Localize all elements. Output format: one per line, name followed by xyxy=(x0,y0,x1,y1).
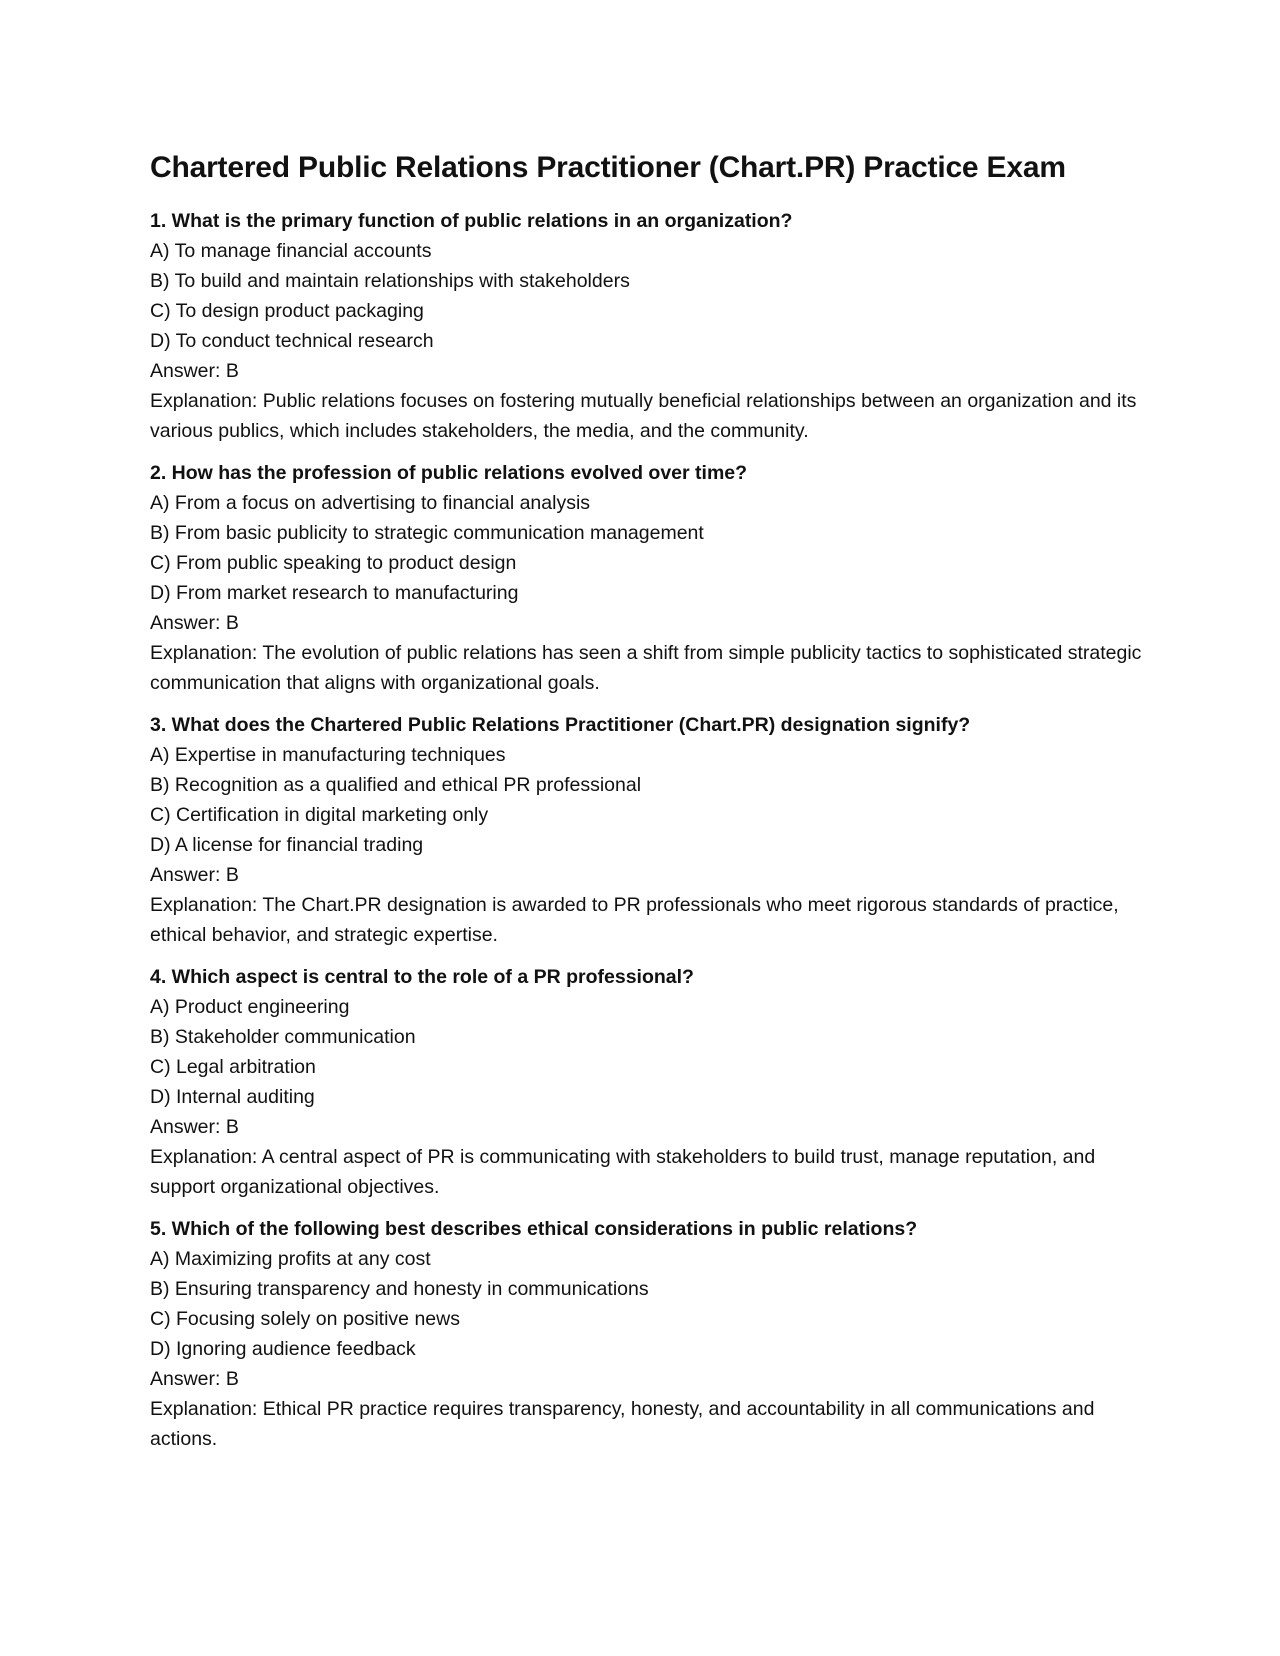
answer: Answer: B xyxy=(150,1368,239,1390)
page-title: Chartered Public Relations Practitioner (Chart.PR) Practice Exam xyxy=(150,151,1066,184)
option-b: B) Ensuring transparency and honesty in communications xyxy=(150,1278,649,1300)
option-b: B) From basic publicity to strategic communication management xyxy=(150,522,704,544)
explanation: Explanation: Public relations focuses on fostering mutually beneficial relationships between an organization and its various publics, which includes stakeholders, the media, and the community. xyxy=(150,390,1137,442)
answer: Answer: B xyxy=(150,1116,239,1138)
explanation: Explanation: The evolution of public relations has seen a shift from simple publicity tactics to sophisticated strategic communication that aligns with organizational goals. xyxy=(150,642,1142,694)
explanation: Explanation: The Chart.PR designation is awarded to PR professionals who meet rigorous standards of practice, ethical behavior, and strategic expertise. xyxy=(150,894,1119,946)
explanation: Explanation: Ethical PR practice requires transparency, honesty, and accountability in all communications and actions. xyxy=(150,1398,1095,1450)
option-c: C) Legal arbitration xyxy=(150,1056,316,1078)
option-a: A) Expertise in manufacturing techniques xyxy=(150,744,506,766)
option-d: D) Internal auditing xyxy=(150,1086,315,1108)
option-b: B) To build and maintain relationships with stakeholders xyxy=(150,270,630,292)
question-3 xyxy=(150,710,1150,950)
option-b: B) Recognition as a qualified and ethical PR professional xyxy=(150,774,642,796)
option-a: A) From a focus on advertising to financial analysis xyxy=(150,492,591,514)
question-4 xyxy=(150,962,1150,1202)
option-d: D) Ignoring audience feedback xyxy=(150,1338,416,1360)
question-text: 5. Which of the following best describes ethical considerations in public relations? xyxy=(150,1218,918,1240)
document-page xyxy=(150,148,1150,1466)
answer: Answer: B xyxy=(150,864,239,886)
question-text: 1. What is the primary function of public relations in an organization? xyxy=(150,210,793,232)
option-c: C) From public speaking to product design xyxy=(150,552,517,574)
explanation: Explanation: A central aspect of PR is communicating with stakeholders to build trust, manage reputation, and support organizational objectives. xyxy=(150,1146,1096,1198)
option-d: D) To conduct technical research xyxy=(150,330,434,352)
option-c: C) Certification in digital marketing only xyxy=(150,804,489,826)
option-d: D) A license for financial trading xyxy=(150,834,424,856)
question-text: 4. Which aspect is central to the role of a PR professional? xyxy=(150,966,694,988)
question-5 xyxy=(150,1214,1150,1454)
option-b: B) Stakeholder communication xyxy=(150,1026,416,1048)
option-a: A) Maximizing profits at any cost xyxy=(150,1248,431,1270)
option-a: A) Product engineering xyxy=(150,996,350,1018)
option-c: C) Focusing solely on positive news xyxy=(150,1308,460,1330)
question-text: 3. What does the Chartered Public Relations Practitioner (Chart.PR) designation signify? xyxy=(150,714,971,736)
question-2 xyxy=(150,458,1150,698)
question-1 xyxy=(150,206,1150,446)
question-text: 2. How has the profession of public relations evolved over time? xyxy=(150,462,748,484)
option-d: D) From market research to manufacturing xyxy=(150,582,519,604)
answer: Answer: B xyxy=(150,360,239,382)
answer: Answer: B xyxy=(150,612,239,634)
option-c: C) To design product packaging xyxy=(150,300,424,322)
option-a: A) To manage financial accounts xyxy=(150,240,432,262)
